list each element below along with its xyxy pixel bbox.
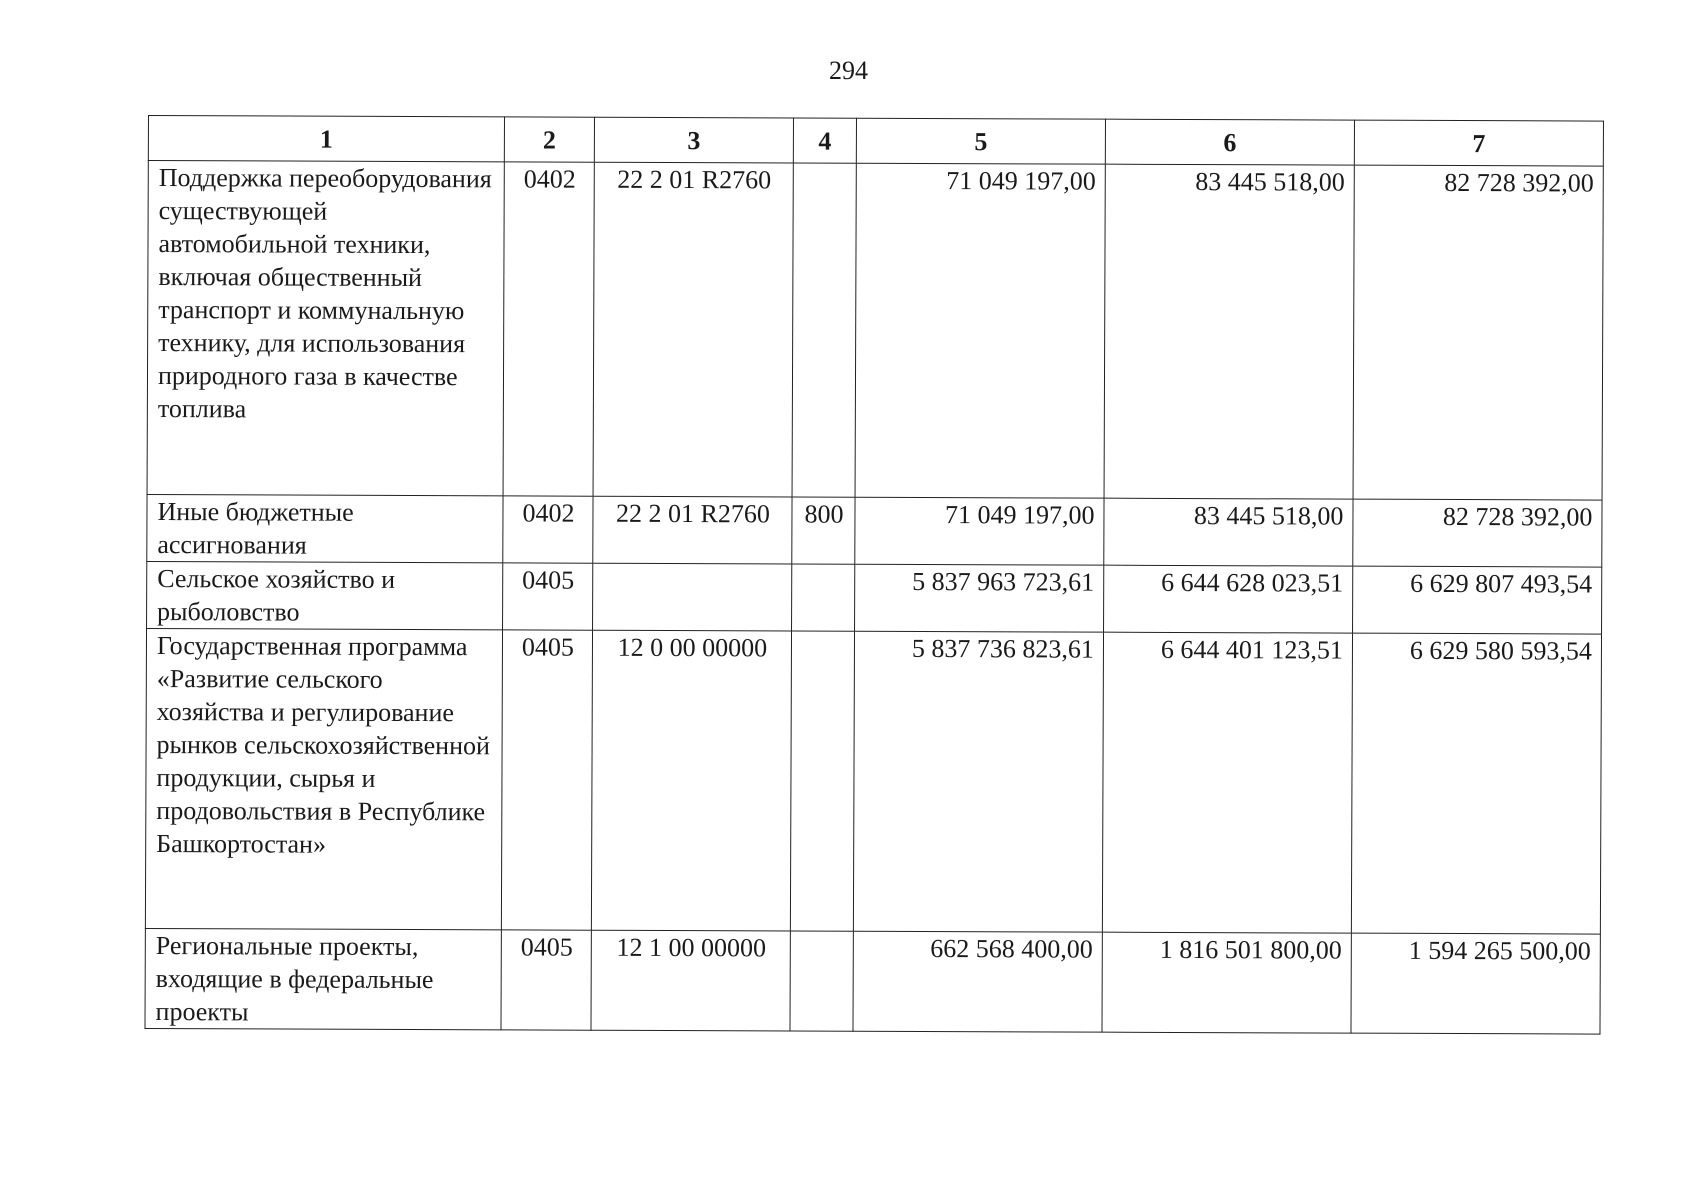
row-value-5: 662 568 400,00 [853, 931, 1102, 1032]
row-name: Иные бюджетные ассигнования [147, 494, 503, 562]
row-value-6: 83 445 518,00 [1104, 498, 1353, 566]
row-target-code [593, 563, 792, 631]
row-section-code: 0405 [501, 930, 591, 1030]
row-type-code [790, 931, 853, 1031]
row-type-code [790, 631, 854, 931]
row-value-7: 82 728 392,00 [1353, 499, 1602, 567]
row-section-code: 0402 [503, 162, 594, 496]
table-row [147, 161, 1603, 501]
table-row [145, 628, 1601, 934]
page-number: 294 [829, 56, 868, 85]
row-type-code: 800 [792, 497, 855, 564]
budget-table [144, 115, 1603, 1035]
row-target-code: 22 2 01 R2760 [593, 162, 793, 497]
row-name: Региональные проекты, входящие в федеральные проекты [145, 928, 501, 1029]
row-value-5: 71 049 197,00 [855, 163, 1105, 498]
row-value-7: 1 594 265 500,00 [1351, 933, 1600, 1034]
row-name: Сельское хозяйство и рыболовство [147, 561, 503, 629]
table-row [147, 561, 1602, 634]
column-header-5: 5 [856, 118, 1105, 164]
row-value-6: 6 644 628 023,51 [1104, 565, 1353, 633]
row-name: Поддержка переоборудования существующей автомобильной техники, включая общественный транспорт и коммунальную технику, для использования природного газа в качестве топлива [147, 161, 504, 496]
row-value-7: 82 728 392,00 [1353, 165, 1603, 500]
column-header-6: 6 [1105, 119, 1354, 165]
row-value-6: 1 816 501 800,00 [1102, 932, 1351, 1033]
row-section-code: 0402 [503, 496, 593, 563]
row-section-code: 0405 [503, 563, 593, 630]
row-type-code [792, 564, 855, 631]
row-value-5: 5 837 736 823,61 [853, 631, 1103, 932]
column-header-7: 7 [1354, 120, 1603, 166]
column-header-1: 1 [148, 116, 504, 162]
table-row [145, 928, 1600, 1034]
column-header-3: 3 [594, 117, 793, 163]
row-value-5: 5 837 963 723,61 [855, 564, 1104, 632]
row-value-5: 71 049 197,00 [855, 497, 1104, 565]
header-row [148, 116, 1603, 167]
row-name: Государственная программа «Развитие сельского хозяйства и регулирование рынков сельскохозяйственной продукции, сырья и продовольствия в Республике Башкортостан» [145, 628, 502, 929]
table-row [147, 494, 1602, 567]
row-section-code: 0405 [501, 630, 592, 930]
column-header-2: 2 [504, 117, 594, 162]
column-header-4: 4 [793, 118, 856, 163]
row-type-code [792, 163, 856, 497]
row-value-7: 6 629 580 593,54 [1351, 633, 1601, 934]
row-value-7: 6 629 807 493,54 [1353, 566, 1602, 634]
row-target-code: 12 0 00 00000 [591, 630, 791, 931]
row-target-code: 22 2 01 R2760 [593, 496, 792, 564]
row-value-6: 83 445 518,00 [1104, 164, 1354, 499]
row-target-code: 12 1 00 00000 [591, 930, 790, 1031]
row-value-6: 6 644 401 123,51 [1102, 632, 1352, 933]
